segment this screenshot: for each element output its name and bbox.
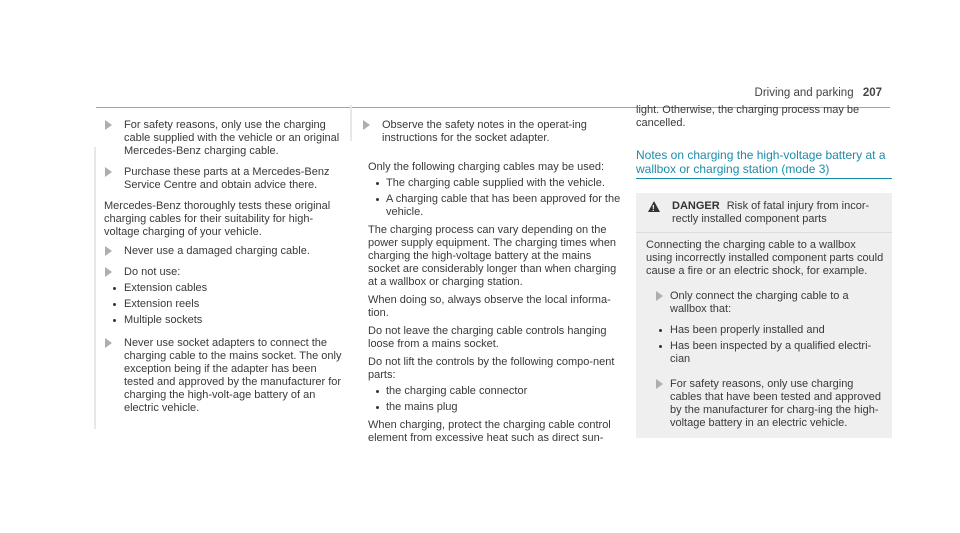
step-text: Purchase these parts at a Mercedes-Benz Service Centre and obtain advice there. (124, 166, 330, 191)
paragraph: Do not leave the charging cable controls hanging loose from a mains socket. (368, 325, 607, 350)
list-item-text: the mains plug (386, 401, 458, 413)
paragraph: Connecting the charging cable to a wallbox using incorrectly installed component parts could cause a fire or an electric shock, for example. (646, 239, 884, 277)
bullet-icon (376, 182, 379, 185)
list-item (96, 282, 346, 295)
bullet-icon (113, 287, 116, 290)
page-number: 207 (862, 87, 882, 99)
list-item-text: A charging cable that has been approved for the vehicle. (386, 193, 621, 218)
paragraph: When charging, protect the charging cable control element from excessive heat such as direct sun- (368, 419, 611, 444)
list-item (354, 385, 622, 398)
arrow-icon (656, 379, 663, 389)
list-item (646, 324, 884, 337)
bullet-icon (659, 329, 662, 332)
list-item-text: the charging cable connector (386, 385, 528, 397)
column-3 (622, 104, 892, 438)
list-item (96, 314, 346, 327)
paragraph: Mercedes-Benz thoroughly tests these original charging cables for their suitability for high-voltage charging of your vehicle. (104, 200, 331, 238)
list-item (354, 193, 622, 219)
arrow-icon (105, 246, 112, 256)
step-instruction (646, 378, 884, 430)
section-title: Driving and parking (754, 87, 854, 99)
list-item-text: Extension cables (124, 282, 208, 294)
danger-header (636, 193, 892, 232)
step-instruction (96, 266, 346, 279)
list-item (96, 298, 346, 311)
column-2 (354, 119, 622, 450)
paragraph: The charging process can vary depending on the power supply equipment. The charging times when charging the high-voltage battery at the mains socket are considerably longer than when charging at a wallbox or charging station. (368, 224, 617, 288)
arrow-icon (656, 291, 663, 301)
danger-text: Risk of fatal injury from incor-rectly installed component parts (672, 200, 870, 225)
step-text: Do not use: (124, 266, 181, 278)
danger-body (636, 232, 892, 438)
arrow-icon (363, 120, 370, 130)
bullet-icon (113, 303, 116, 306)
arrow-icon (105, 167, 112, 177)
arrow-icon (105, 267, 112, 277)
step-instruction (354, 119, 622, 145)
column-1 (96, 119, 346, 423)
step-instruction (96, 337, 346, 415)
bullet-icon (659, 345, 662, 348)
column2-side-bar (350, 105, 352, 141)
list-item (646, 340, 884, 366)
paragraph: When doing so, always observe the local informa-tion. (368, 294, 611, 319)
step-instruction (646, 290, 884, 316)
step-instruction (96, 245, 346, 258)
arrow-icon (105, 338, 112, 348)
step-text: For safety reasons, only use the charging cable supplied with the vehicle or an original Mercedes-Benz charging cable. (124, 119, 340, 157)
paragraph: Only the following charging cables may be used: (368, 161, 605, 173)
page-header (755, 87, 882, 99)
section-heading: Notes on charging the high-voltage battery at a wallbox or charging station (mode 3) (636, 148, 892, 179)
list-item-text: Has been properly installed and (670, 324, 825, 336)
danger-label: DANGER (672, 200, 720, 212)
bullet-icon (376, 198, 379, 201)
paragraph: light. Otherwise, the charging process may be cancelled. (636, 104, 860, 129)
list-item (354, 401, 622, 414)
list-item (354, 177, 622, 190)
bullet-icon (376, 406, 379, 409)
step-text: Never use a damaged charging cable. (124, 245, 310, 257)
list-item-text: The charging cable supplied with the vehicle. (386, 177, 605, 189)
arrow-icon (105, 120, 112, 130)
step-instruction (96, 119, 346, 158)
step-text: Only connect the charging cable to a wallbox that: (670, 290, 849, 315)
list-item-text: Multiple sockets (124, 314, 203, 326)
bullet-icon (113, 319, 116, 322)
paragraph: Do not lift the controls by the following compo-nent parts: (368, 356, 615, 381)
list-item-text: Extension reels (124, 298, 200, 310)
list-item-text: Has been inspected by a qualified electri-cian (670, 340, 872, 365)
step-text: Never use socket adapters to connect the charging cable to the mains socket. The only exception being if the adapter has been tested and approved by the manufacturer for charging the high-volt-age battery of an electric vehicle. (124, 337, 342, 414)
step-instruction (96, 166, 346, 192)
bullet-icon (376, 390, 379, 393)
warning-icon (648, 201, 660, 212)
step-text: Observe the safety notes in the operat-ing instructions for the socket adapter. (382, 119, 587, 144)
step-text: For safety reasons, only use charging cables that have been tested and approved by the manufacturer for charg-ing the high-voltage battery in an electric vehicle. (670, 378, 881, 429)
danger-notice (636, 193, 892, 438)
